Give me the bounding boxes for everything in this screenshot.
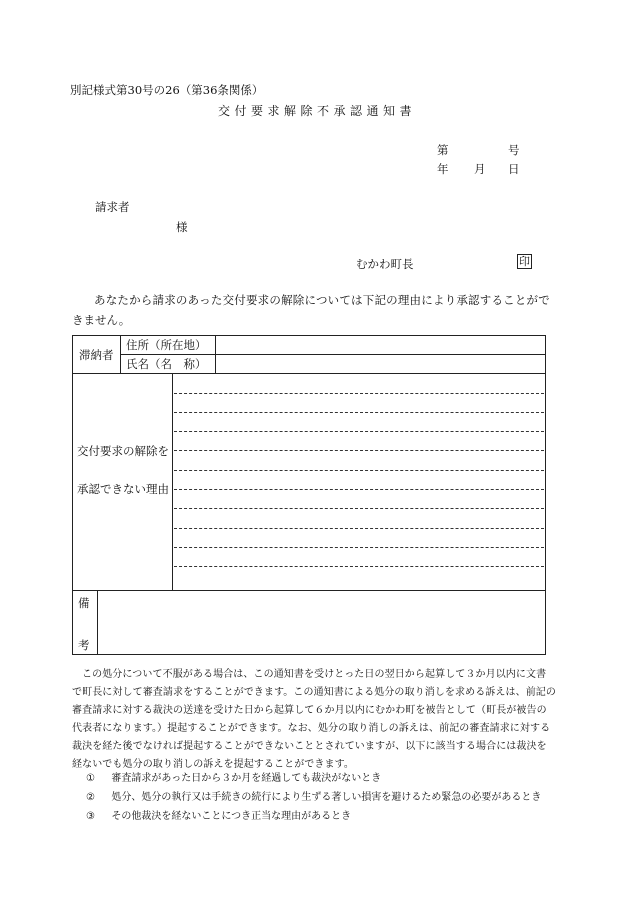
divider: [72, 373, 546, 374]
date-day: 日: [508, 162, 520, 176]
notice-item-number: ②: [86, 792, 95, 803]
requester-honorific: 様: [176, 220, 188, 234]
notice-item-2: [86, 791, 541, 805]
appeal-notice: [72, 656, 556, 784]
name-label: 氏名（名 称）: [126, 357, 207, 371]
divider: [120, 335, 121, 373]
notice-item-text: その他裁決を経ないことにつき正当な理由があるとき: [111, 811, 352, 822]
notice-item-text: 処分、処分の執行又は手続きの続行により生ずる著しい損害を避けるため緊急の必要があるとき: [111, 792, 542, 803]
requester-label: 請求者: [95, 200, 130, 214]
document-title: 交付要求解除不承認通知書: [218, 104, 417, 118]
seal-mark: 印: [519, 255, 530, 268]
notice-item-3: [86, 810, 351, 824]
name-field[interactable]: [216, 355, 545, 372]
divider: [72, 590, 546, 591]
body-text-line-1: あなたから請求のあった交付要求の解除については下記の理由により承認することがで: [94, 293, 550, 307]
form-reference: 別記様式第30号の26（第36条関係）: [70, 83, 264, 97]
notice-item-number: ①: [86, 773, 95, 784]
notice-item-text: 審査請求があった日から３か月を経過しても裁決がないとき: [111, 773, 382, 784]
body-text-line-2: きません。: [72, 313, 131, 327]
delinquent-label: 滞納者: [79, 348, 114, 362]
remarks-label-line-2: 考: [78, 638, 90, 652]
date-month: 月: [474, 162, 486, 176]
number-prefix: 第: [437, 143, 449, 157]
divider: [97, 590, 98, 655]
notice-item-number: ③: [86, 811, 95, 822]
date-year: 年: [437, 162, 449, 176]
sender-name: むかわ町長: [356, 257, 414, 271]
number-suffix: 号: [508, 143, 520, 157]
appeal-notice-paragraph: この処分について不服がある場合は、この通知書を受けとった日の翌日から起算して３か月以内に文書で町長に対して審査請求をすることができます。この通知書による処分の取り消しを求める訴えは、前記の審査請求に対する裁決の送達を受けた日から起算して６か月以内にむかわ町を被告として（町長が被告の代表者になります。）提起することができます。なお、処分の取り消しの訴えは、前記の審査請求に対する裁決を経た後でなければ提起することができないこととされていますが、以下に該当する場合には裁決を経ないでも処分の取り消しの訴えを提起することができます。: [72, 669, 556, 770]
divider: [172, 373, 173, 590]
reason-field[interactable]: [174, 375, 544, 588]
reason-label-line-2: 承認できない理由: [77, 482, 169, 496]
remarks-label-line-1: 備: [78, 596, 90, 610]
address-field[interactable]: [216, 336, 545, 353]
remarks-field[interactable]: [99, 592, 544, 653]
notice-item-1: [86, 772, 381, 786]
reason-label-line-1: 交付要求の解除を: [77, 444, 169, 458]
address-label: 住所（所在地）: [126, 338, 207, 352]
